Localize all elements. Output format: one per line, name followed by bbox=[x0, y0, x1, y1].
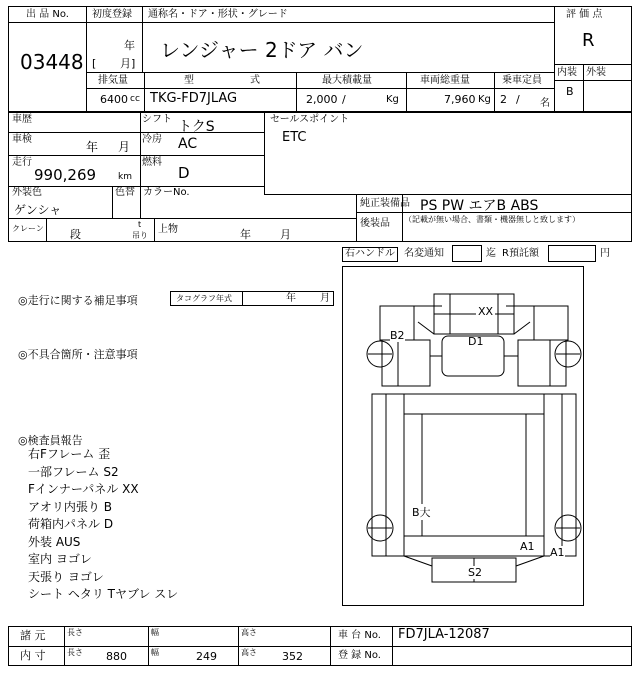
mark-b2: B2 bbox=[390, 329, 405, 342]
mark-b-large: B大 bbox=[412, 506, 431, 519]
report-line: 天張り ヨゴレ bbox=[28, 569, 104, 584]
divider bbox=[8, 155, 264, 156]
report-line: シート ヘタリ Tヤブレ スレ bbox=[28, 587, 179, 601]
overall-grade: R bbox=[582, 30, 595, 51]
grade-label: 評 価 点 bbox=[566, 9, 603, 20]
retrofit-label: 後装品 bbox=[360, 218, 390, 229]
registration-label: 初度登録 bbox=[92, 9, 132, 20]
divider bbox=[140, 186, 141, 218]
divider bbox=[356, 194, 357, 242]
report-line: 外装 AUS bbox=[28, 534, 81, 549]
interior-grade: B bbox=[566, 85, 574, 98]
divider bbox=[86, 88, 554, 89]
divider bbox=[392, 626, 393, 666]
vehicle-name-label: 通称名・ドア・形状・グレード bbox=[148, 9, 288, 20]
height-label: 高さ bbox=[241, 628, 257, 637]
tacho-label: タコグラフ年式 bbox=[176, 294, 232, 303]
exterior-label: 外装 bbox=[586, 67, 606, 78]
equipment: PS PW エアB ABS bbox=[420, 198, 539, 214]
mark-a1-right: A1 bbox=[550, 546, 565, 559]
name-change-label: 名変通知 bbox=[404, 248, 444, 259]
divider bbox=[8, 132, 264, 133]
capacity-separator: / bbox=[516, 93, 520, 106]
upper-year: 年 bbox=[240, 228, 251, 241]
inner-length: 880 bbox=[106, 650, 127, 663]
divider bbox=[238, 626, 239, 666]
gvw-label: 車両総重量 bbox=[420, 75, 470, 86]
displacement: 6400 bbox=[100, 93, 128, 106]
divider bbox=[142, 6, 143, 72]
capacity-label: 乗車定員 bbox=[502, 75, 542, 86]
tacho-year: 年 bbox=[286, 293, 296, 304]
report-line: 一部フレーム S2 bbox=[28, 464, 119, 479]
mileage-label: 走行 bbox=[12, 157, 32, 168]
model-code: TKG-FD7JLAG bbox=[150, 91, 238, 106]
model-label: 型 bbox=[184, 75, 194, 86]
divider bbox=[242, 291, 243, 306]
mileage-unit: km bbox=[118, 172, 132, 182]
chassis-label: 車 台 No. bbox=[338, 630, 381, 641]
report-line: 右Fフレーム 歪 bbox=[28, 447, 111, 461]
cargo-right-wall bbox=[544, 394, 576, 556]
lot-label: 出 品 No. bbox=[26, 9, 69, 20]
gvw-unit: Kg bbox=[478, 94, 491, 105]
yen-unit: 円 bbox=[600, 248, 610, 259]
color-label: 外装色 bbox=[12, 187, 42, 198]
upper-body-label: 上物 bbox=[158, 224, 178, 235]
reg-year-unit: 年 bbox=[124, 39, 135, 52]
mark-xx: XX bbox=[478, 305, 494, 318]
model-label-2: 式 bbox=[250, 75, 260, 86]
sales-point-label: セールスポイント bbox=[270, 114, 350, 125]
inspector-report-list bbox=[28, 446, 178, 604]
divider bbox=[406, 72, 407, 112]
shift-value: トクS bbox=[178, 119, 215, 135]
interior-label: 内装 bbox=[557, 67, 577, 78]
deadline-label: 迄 bbox=[486, 248, 496, 259]
crane-step: 段 bbox=[70, 228, 81, 241]
report-line: 荷箱内パネル D bbox=[28, 517, 114, 531]
divider bbox=[64, 626, 65, 666]
inner-height: 352 bbox=[282, 650, 303, 663]
fuel-value: D bbox=[178, 164, 190, 182]
divider bbox=[554, 64, 632, 65]
inspection-label: 車検 bbox=[12, 134, 32, 145]
lot-number: 03448 bbox=[20, 50, 84, 74]
divider bbox=[296, 72, 297, 112]
displacement-label: 排気量 bbox=[98, 75, 128, 86]
mark-d1: D1 bbox=[468, 335, 484, 348]
fuel-label: 燃料 bbox=[142, 157, 162, 168]
color-change-label: 色替 bbox=[115, 187, 135, 198]
cargo-left-wall bbox=[372, 394, 404, 556]
divider bbox=[330, 626, 331, 666]
sales-point: ETC bbox=[282, 130, 307, 145]
defects-title: ◎不具合箇所・注意事項 bbox=[18, 348, 138, 361]
registration-no-label: 登 録 No. bbox=[338, 650, 381, 661]
mark-s2: S2 bbox=[468, 566, 482, 579]
length-label: 長さ bbox=[67, 628, 83, 637]
divider bbox=[46, 218, 47, 242]
retrofit-note: （記載が無い場合、書類・機器無しと致します） bbox=[404, 215, 580, 224]
reg-month-unit: 月] bbox=[120, 57, 136, 70]
right-handle: 右ハンドル bbox=[345, 248, 395, 259]
divider bbox=[86, 72, 554, 73]
inner-width: 249 bbox=[196, 650, 217, 663]
max-load-label: 最大積載量 bbox=[322, 75, 372, 86]
crane-label: クレーン bbox=[12, 224, 44, 233]
color-value: ゲンシャ bbox=[14, 203, 62, 217]
aircon-value: AC bbox=[178, 136, 198, 152]
capacity: 2 bbox=[500, 93, 507, 106]
crane-ton: t bbox=[138, 220, 142, 229]
divider bbox=[112, 186, 113, 218]
divider bbox=[583, 64, 584, 112]
divider bbox=[154, 218, 155, 242]
inspector-report-title: ◎検査員報告 bbox=[18, 434, 83, 447]
driving-notes-title: ◎走行に関する補足事項 bbox=[18, 294, 138, 307]
max-load: 2,000 bbox=[306, 93, 338, 106]
aircon-label: 冷房 bbox=[142, 134, 162, 145]
displacement-unit: cc bbox=[130, 94, 140, 104]
divider bbox=[140, 112, 141, 186]
divider bbox=[8, 218, 356, 219]
divider bbox=[494, 72, 495, 112]
inspection-year: 年 bbox=[86, 140, 99, 154]
shift-label: シフト bbox=[142, 114, 172, 125]
vehicle-name: レンジャー 2ドア バン bbox=[160, 38, 364, 62]
capacity-unit: 名 bbox=[540, 98, 550, 109]
divider bbox=[8, 646, 632, 647]
gvw: 7,960 bbox=[444, 93, 476, 106]
cargo-box-top bbox=[404, 394, 544, 556]
load-unit: Kg bbox=[386, 94, 399, 105]
divider bbox=[8, 186, 264, 187]
equipment-label: 純正装備品 bbox=[360, 198, 410, 209]
recycle-box bbox=[548, 245, 596, 262]
divider bbox=[554, 6, 555, 112]
report-line: 室内 ヨゴレ bbox=[28, 552, 92, 566]
report-line: Fインナーパネル XX bbox=[28, 482, 139, 496]
mark-a1-left: A1 bbox=[520, 540, 535, 553]
divider bbox=[144, 72, 145, 112]
divider bbox=[148, 626, 149, 666]
inspection-month: 月 bbox=[118, 140, 131, 154]
upper-month: 月 bbox=[280, 228, 291, 241]
tacho-month: 月 bbox=[320, 293, 330, 304]
crane-hang: 吊り bbox=[132, 231, 148, 240]
height-label: 高さ bbox=[241, 648, 257, 657]
history-label: 車歴 bbox=[12, 114, 32, 125]
divider bbox=[554, 80, 632, 81]
name-change-box bbox=[452, 245, 482, 262]
truck-outline-diagram bbox=[342, 266, 584, 606]
width-label: 幅 bbox=[151, 648, 159, 657]
length-label: 長さ bbox=[67, 648, 83, 657]
mileage: 990,269 bbox=[34, 166, 97, 184]
load-separator: / bbox=[342, 93, 346, 106]
specs-label: 諸 元 bbox=[20, 629, 46, 642]
divider bbox=[264, 112, 265, 194]
color-no-label: カラーNo. bbox=[143, 187, 190, 198]
report-line: アオリ内張り B bbox=[28, 499, 112, 514]
width-label: 幅 bbox=[151, 628, 159, 637]
bracket: [ bbox=[92, 57, 97, 70]
inner-dimensions-label: 内 寸 bbox=[20, 649, 46, 662]
recycle-label: R預託額 bbox=[502, 248, 539, 259]
chassis-number: FD7JLA-12087 bbox=[398, 627, 490, 642]
windshield bbox=[418, 322, 530, 334]
divider bbox=[8, 22, 554, 23]
